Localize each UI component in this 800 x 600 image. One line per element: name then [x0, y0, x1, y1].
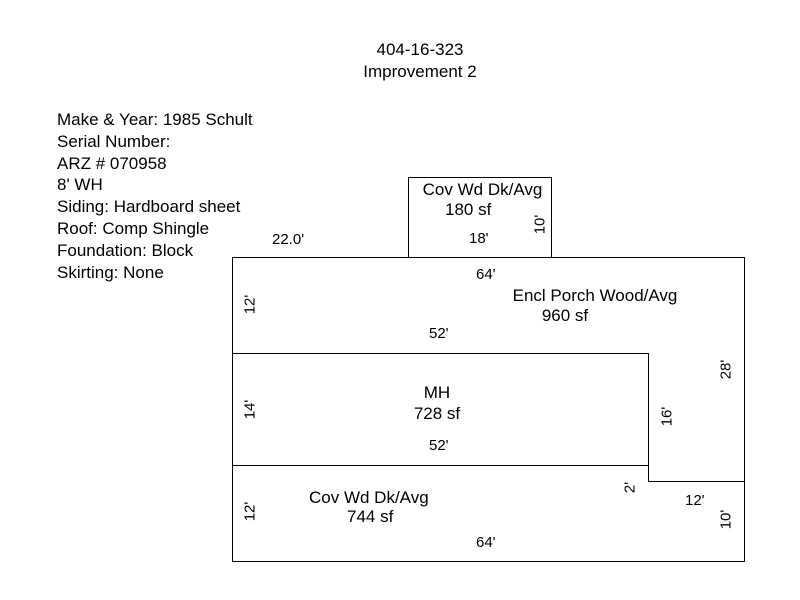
- offset-dimension-label: 22.0': [272, 231, 305, 248]
- deck-top-area: 180 sf: [445, 200, 492, 219]
- notch-height-label: 16': [658, 406, 676, 427]
- porch-left-height-label: 12': [241, 294, 259, 315]
- improvement-title: Improvement 2: [363, 62, 477, 81]
- porch-area: 960 sf: [541, 306, 589, 325]
- deck-bottom-right-width-label: 12': [685, 492, 705, 509]
- deck-bottom-left-height-label: 12': [241, 501, 259, 522]
- mh-width-label: 52': [429, 437, 449, 454]
- porch-width-label: 64': [476, 266, 496, 283]
- mh-name: MH: [423, 383, 451, 402]
- info-siding: Siding: Hardboard sheet: [57, 197, 241, 217]
- info-foundation: Foundation: Block: [57, 240, 194, 260]
- mh-height-label: 14': [241, 399, 259, 420]
- deck-bottom-right-height-label: 10': [717, 509, 735, 530]
- porch-name: Encl Porch Wood/Avg: [512, 286, 678, 305]
- porch-right-height-label: 28': [717, 359, 735, 380]
- deck-top-height-label: 10': [531, 214, 549, 235]
- info-make-year: Make & Year: 1985 Schult: [57, 110, 253, 129]
- info-serial-number: Serial Number:: [57, 131, 171, 151]
- deck-bottom-width-label: 64': [476, 534, 496, 551]
- mh-area: 728 sf: [413, 404, 461, 423]
- info-width: 8' WH: [57, 175, 103, 195]
- step-height-label: 2': [621, 481, 639, 494]
- info-skirting: Skirting: None: [57, 262, 164, 282]
- info-arz-number: ARZ # 070958: [57, 153, 167, 173]
- deck-bottom-name: Cov Wd Dk/Avg: [309, 488, 429, 507]
- deck-top-width-label: 18': [469, 230, 489, 247]
- deck-top-name: Cov Wd Dk/Avg: [422, 180, 543, 199]
- deck-bottom-area: 744 sf: [347, 507, 394, 526]
- porch-inner-width-label: 52': [429, 325, 449, 342]
- parcel-number: 404-16-323: [376, 40, 464, 59]
- info-roof: Roof: Comp Shingle: [57, 218, 210, 238]
